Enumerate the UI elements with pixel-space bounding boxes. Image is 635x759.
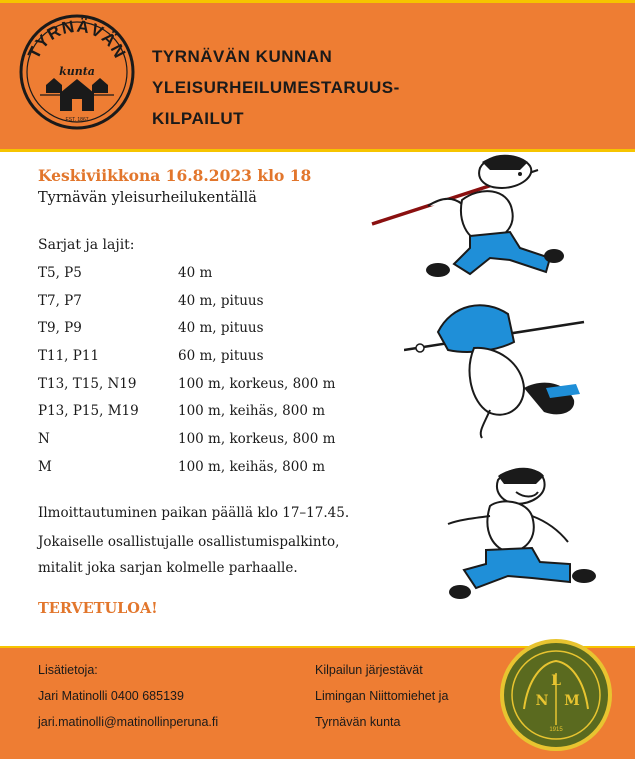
page-title [152,41,400,134]
runner-badger-illustration [420,466,610,612]
event-venue: Tyrnävän yleisurheilukentällä [38,190,257,206]
high-jump-badger-illustration [404,292,600,450]
contact-email: jari.matinolli@matinollinperuna.fi [38,715,219,729]
series-events: 40 m, pituus [178,320,264,336]
series-events: 100 m, keihäs, 800 m [178,403,326,419]
javelin-badger-illustration [370,148,600,288]
series-classes: T5, P5 [38,265,82,281]
series-classes: T11, P11 [38,348,100,364]
title-line-3: KILPAILUT [152,109,245,128]
registration-text: Ilmoittautuminen paikan päällä klo 17–17.45. [38,505,350,521]
series-classes: T9, P9 [38,320,82,336]
series-classes: T13, T15, N19 [38,376,137,392]
contact-title: Lisätietoja: [38,663,98,677]
organizer-title: Kilpailun järjestävät [315,663,423,677]
badge-letter-n: N [535,693,549,709]
series-classes: M [38,459,52,475]
logo-name-text: TYRNÄVÄN [24,16,130,62]
badge-letter-m: M [564,693,580,709]
series-events: 40 m, pituus [178,293,264,309]
logo-sub-text: kunta [59,65,95,78]
medal-text: mitalit joka sarjan kolmelle parhaalle. [38,560,298,576]
series-events: 100 m, korkeus, 800 m [178,431,336,447]
series-events: 40 m [178,265,213,281]
series-classes: P13, P15, M19 [38,403,139,419]
title-line-1: TYRNÄVÄN KUNNAN [152,47,333,66]
event-date-time: Keskiviikkona 16.8.2023 klo 18 [38,166,312,185]
badge-year: 1915 [549,727,563,733]
organizer-line-1: Limingan Niittomiehet ja [315,689,449,703]
badge-letter-l: L [551,673,561,689]
organizer-line-2: Tyrnävän kunta [315,715,401,729]
contact-name-phone: Jari Matinolli 0400 685139 [38,689,184,703]
prize-text: Jokaiselle osallistujalle osallistumispalkinto, [38,534,340,550]
club-badge [500,639,612,751]
title-line-2: YLEISURHEILUMESTARUUS- [152,78,400,97]
series-classes: T7, P7 [38,293,82,309]
tyrnava-logo [18,13,136,131]
header-banner [0,0,635,152]
series-events: 100 m, korkeus, 800 m [178,376,336,392]
logo-est-text: EST. 1867 [65,117,89,123]
welcome-text: TERVETULOA! [38,600,158,617]
series-events: 60 m, pituus [178,348,264,364]
series-events: 100 m, keihäs, 800 m [178,459,326,475]
series-heading: Sarjat ja lajit: [38,237,135,253]
series-classes: N [38,431,50,447]
